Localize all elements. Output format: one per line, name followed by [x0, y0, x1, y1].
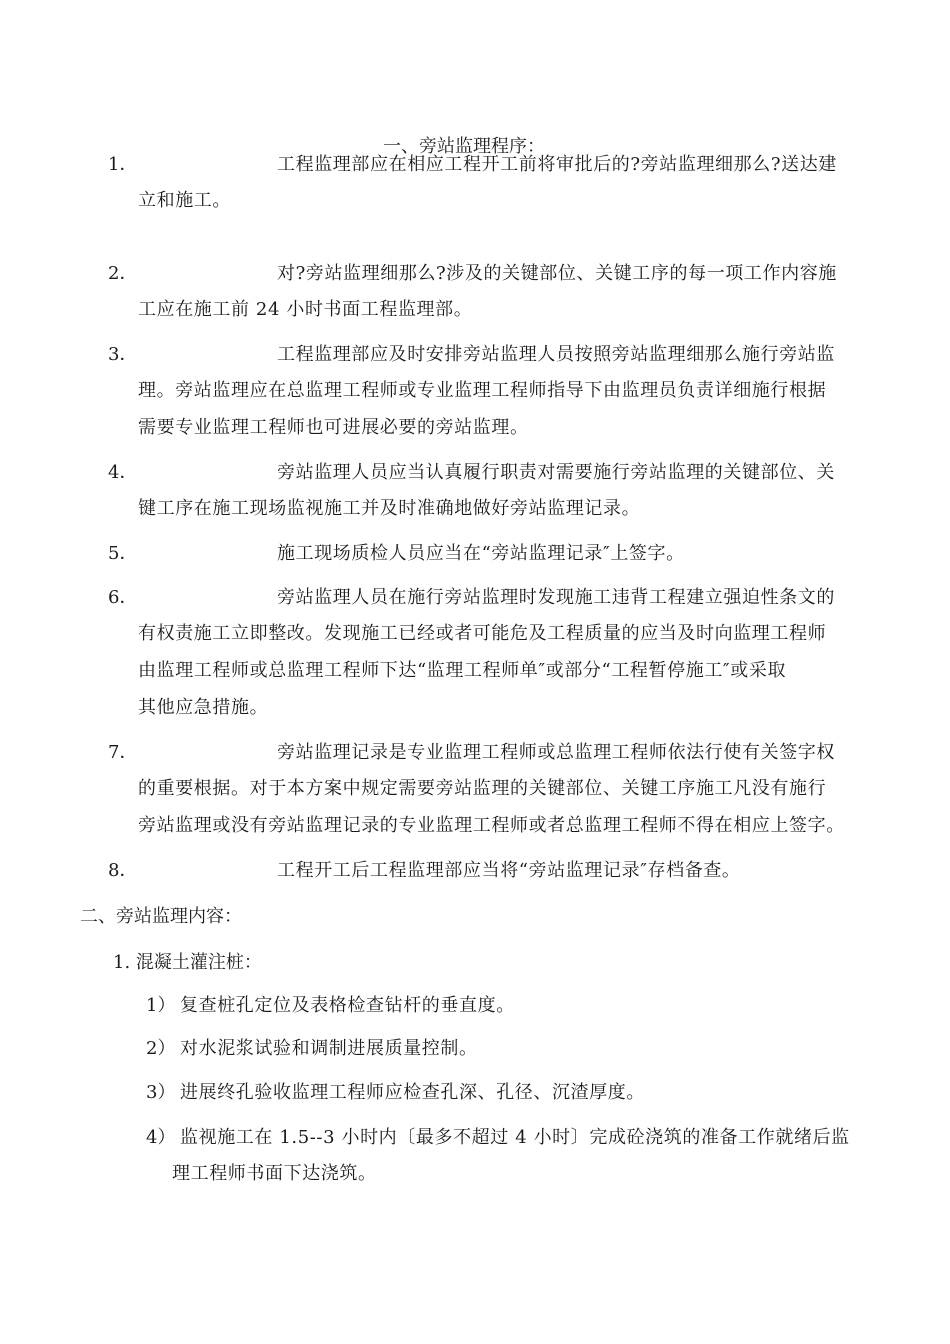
sub-item-number: 1） [146, 995, 176, 1016]
sub-item-text-line: 理工程师书面下达浇筑。 [172, 1163, 377, 1184]
item-text-line: 施工现场质检人员应当在“旁站监理记录″上签字。 [277, 543, 685, 564]
item-text-line: 理。旁站监理应在总监理工程师或专业监理工程师指导下由监理员负责详细施行根据 [138, 380, 827, 401]
sub-item-number: 4） [146, 1127, 176, 1148]
item-number: 4． [108, 462, 138, 483]
sub-item-text-line: 监视施工在 1.5--3 小时内〔最多不超过 4 小时〕完成砼浇筑的准备工作就绪后监 [180, 1127, 850, 1148]
item-number: 2． [108, 263, 138, 284]
item-text-line: 旁站监理人员应当认真履行职责对需要施行旁站监理的关键部位、关 [277, 462, 835, 483]
sub-item-number: 3） [146, 1082, 176, 1103]
item-text-line: 对?旁站监理细那么?涉及的关键部位、关键工序的每一项工作内容施 [277, 263, 837, 284]
item-number: 1． [108, 154, 138, 175]
subsection-title: 1. 混凝土灌注桩： [113, 952, 262, 973]
item-number: 5． [108, 543, 138, 564]
item-text-line: 工程开工后工程监理部应当将“旁站监理记录″存档备查。 [277, 860, 741, 881]
item-text-line: 旁站监理或没有旁站监理记录的专业监理工程师或者总监理工程师不得在相应上签字。 [138, 815, 845, 836]
item-text-line: 立和施工。 [138, 190, 231, 211]
sub-item-text-line: 进展终孔验收监理工程师应检查孔深、孔径、沉渣厚度。 [180, 1082, 645, 1103]
item-number: 7． [108, 742, 138, 763]
item-text-line: 键工序在施工现场监视施工并及时准确地做好旁站监理记录。 [138, 498, 641, 519]
item-number: 6． [108, 587, 138, 608]
item-text-line: 旁站监理人员在施行旁站监理时发现施工违背工程建立强迫性条文的 [277, 587, 835, 608]
sub-item-number: 2） [146, 1038, 176, 1059]
item-text-line: 的重要根据。对于本方案中规定需要旁站监理的关键部位、关键工序施工凡没有施行 [138, 778, 827, 799]
item-number: 3． [108, 344, 138, 365]
item-number: 8． [108, 860, 138, 881]
item-text-line: 需要专业监理工程师也可进展必要的旁站监理。 [138, 417, 529, 438]
item-text-line: 其他应急措施。 [138, 697, 269, 718]
item-text-line: 工程监理部应在相应工程开工前将审批后的?旁站监理细那么?送达建 [277, 154, 837, 175]
section-1-title: 一、旁站监理程序： [383, 136, 545, 157]
item-text-line: 由监理工程师或总监理工程师下达“监理工程师单″或部分“工程暂停施工″或采取 [138, 660, 787, 681]
section-2-title: 二、旁站监理内容： [80, 906, 242, 927]
sub-item-text-line: 对水泥浆试验和调制进展质量控制。 [180, 1038, 478, 1059]
item-text-line: 工程监理部应及时安排旁站监理人员按照旁站监理细那么施行旁站监 [277, 344, 835, 365]
sub-item-text-line: 复查桩孔定位及表格检查钻杆的垂直度。 [180, 995, 515, 1016]
item-text-line: 工应在施工前 24 小时书面工程监理部。 [138, 299, 473, 320]
item-text-line: 旁站监理记录是专业监理工程师或总监理工程师依法行使有关签字权 [277, 742, 835, 763]
item-text-line: 有权责施工立即整改。发现施工已经或者可能危及工程质量的应当及时向监理工程师 [138, 623, 827, 644]
